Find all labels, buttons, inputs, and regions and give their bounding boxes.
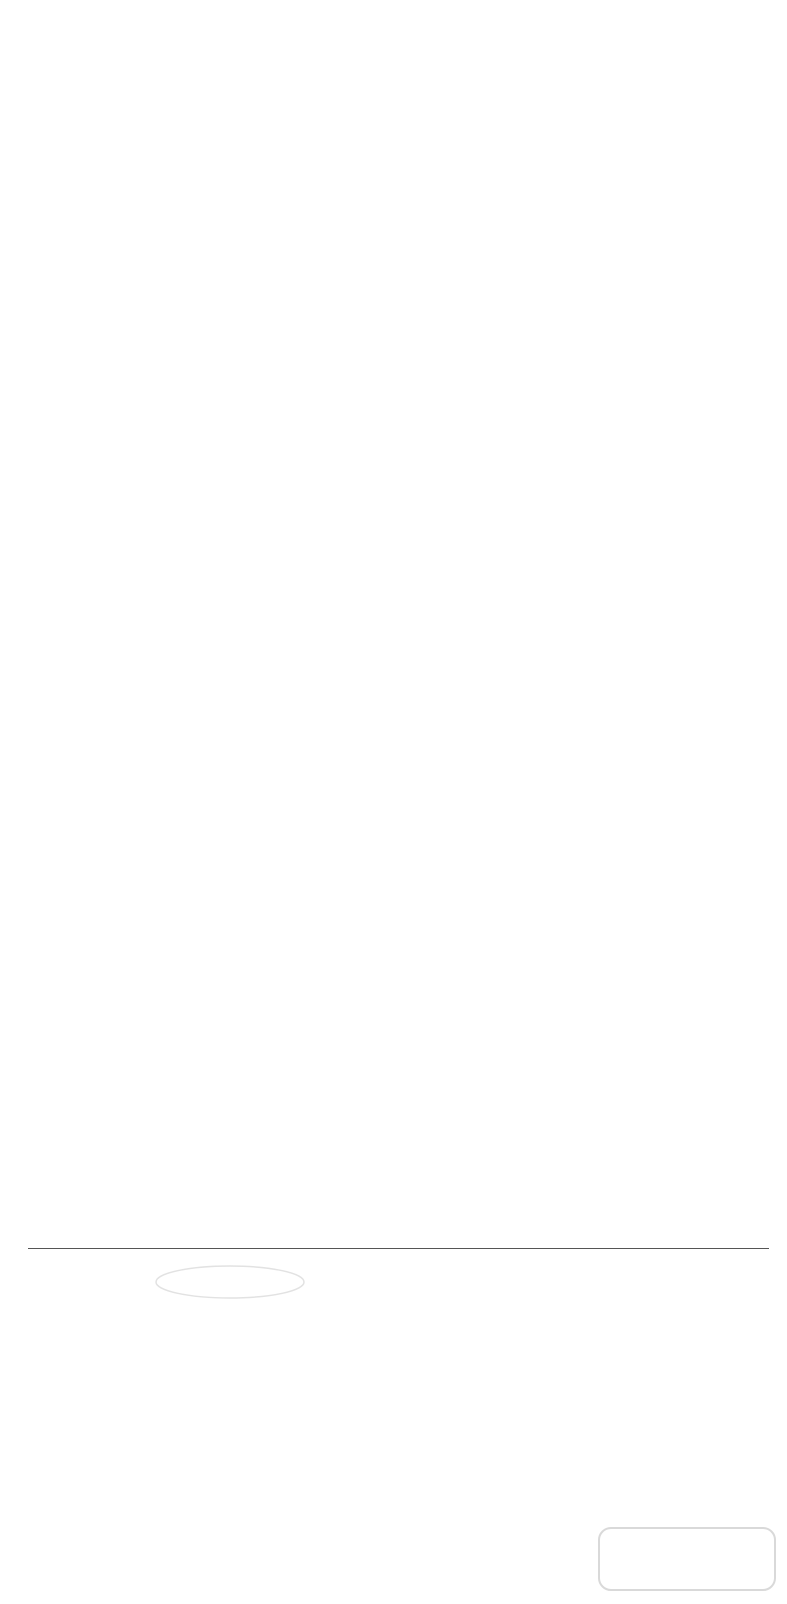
divider	[28, 1248, 769, 1249]
stamp-watermark	[150, 1262, 310, 1302]
site-logo	[597, 1524, 777, 1594]
